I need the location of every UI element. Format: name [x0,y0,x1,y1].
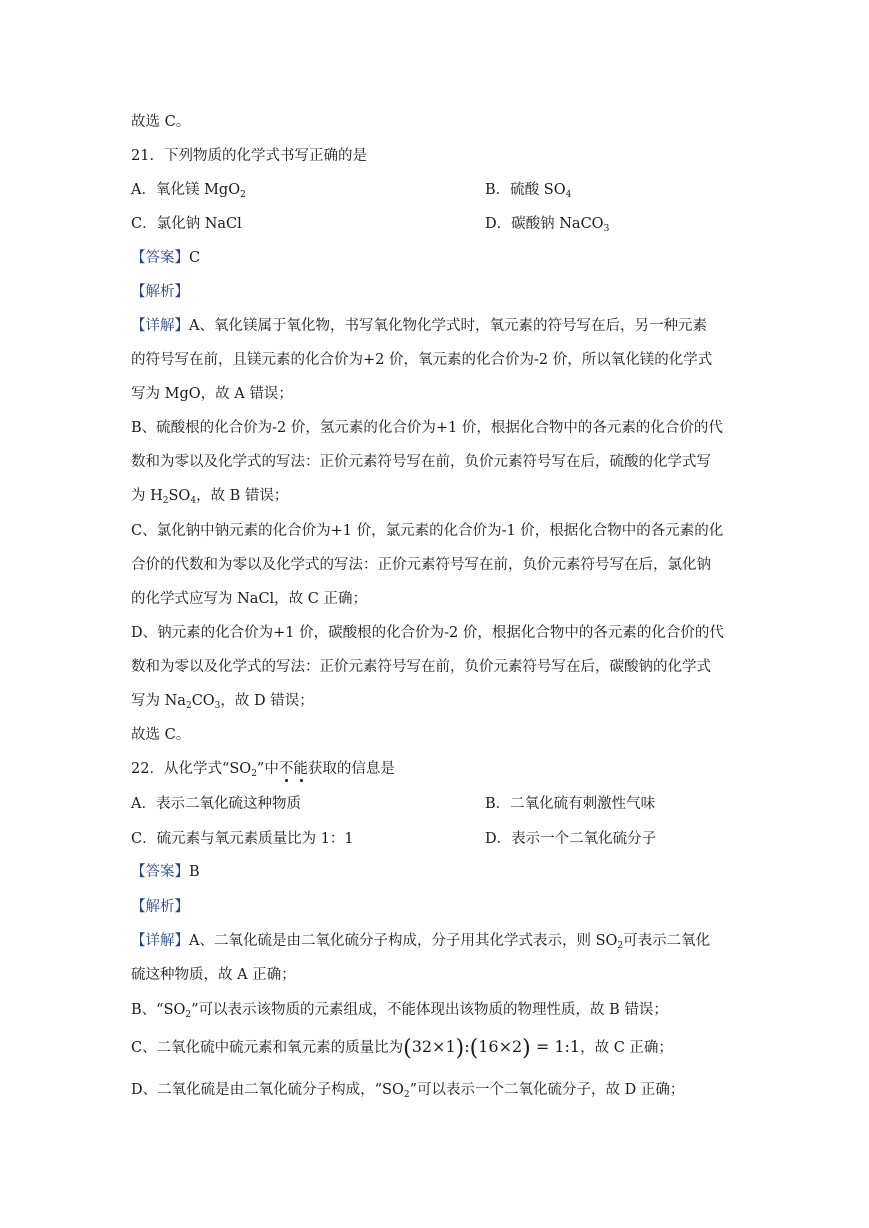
q21-detail-line: C、氯化钠中钠元素的化合价为+1 价，氯元素的化合价为-1 价，根据化合物中的各元素的化 [131,523,724,539]
q21-option-c: C．氯化钠 NaCl [131,216,242,232]
q22-analysis-heading: 【解析】 [131,899,189,915]
q21-detail-line: 写为 $Na_2CO_3$，故 D 错误； [131,693,314,711]
answer-tag: 【答案】 [131,864,189,880]
q21-detail-line: 为 $H_2SO_4$，故 B 错误； [131,488,289,506]
emphasis-dot: 能 [293,761,308,777]
q21-detail-line: 写为 MgO，故 A 错误； [131,386,293,402]
detail-tag: 【详解】 [131,933,189,949]
q21-detail-line: 的符号写在前，且镁元素的化合价为+2 价，氧元素的化合价为-2 价，所以氧化镁的化学式 [131,352,713,368]
q21-stem: 21．下列物质的化学式书写正确的是 [131,148,367,164]
q21-detail-line: 合价的代数和为零以及化学式的写法：正价元素符号写在前，负价元素符号写在后，氯化钠 [131,557,711,573]
mass-ratio-formula: (32×1):(16×2) = 1:1 [403,1036,581,1061]
detail-tag: 【详解】 [131,318,189,334]
q21-option-b: B．硫酸 $SO_4$ [485,182,572,200]
q21-detail-line: 数和为零以及化学式的写法：正价元素符号写在前，负价元素符号写在后，碳酸钠的化学式 [131,659,711,675]
q22-answer: 【答案】B [131,864,200,880]
q21-detail-line: 数和为零以及化学式的写法：正价元素符号写在前，负价元素符号写在后，硫酸的化学式写 [131,454,711,470]
previous-conclusion: 故选 C。 [131,114,191,130]
q21-detail-line: 【详解】A、氧化镁属于氧化物，书写氧化物化学式时，氧元素的符号写在后，另一种元素 [131,318,707,334]
q22-option-d: D．表示一个二氧化硫分子 [485,831,657,847]
q22-option-a: A．表示二氧化硫这种物质 [131,796,301,812]
emphasis-dot: 不 [278,761,294,777]
q22-detail-line: C、二氧化硫中硫元素和氧元素的质量比为(32×1):(16×2) = 1:1，故 C 正确； [131,1036,673,1061]
q21-conclusion: 故选 C。 [131,727,191,743]
q22-detail-line: 硫这种物质，故 A 正确； [131,967,296,983]
q21-option-a: A．氧化镁 MgO$_2$ [131,182,246,200]
q21-option-d: D．碳酸钠 NaCO$_3$ [485,216,610,234]
q21-detail-line: B、硫酸根的化合价为-2 价，氢元素的化合价为+1 价，根据化合物中的各元素的化合价的代 [131,420,723,436]
q22-detail-line: 【详解】A、二氧化硫是由二氧化硫分子构成，分子用其化学式表示，则 $SO_2$可表示二氧化 [131,933,711,951]
q22-stem: 22．从化学式“$SO_2$”中不能获取的信息是 [131,761,395,779]
q22-option-b: B．二氧化硫有刺激性气味 [485,796,656,812]
q21-detail-line: 的化学式应写为 NaCl，故 C 正确； [131,591,367,607]
q21-analysis-heading: 【解析】 [131,284,189,300]
q22-option-c: C．硫元素与氧元素质量比为 1：1 [131,831,354,847]
q21-answer: 【答案】C [131,250,201,266]
q22-detail-line: D、二氧化硫是由二氧化硫分子构成，“$SO_2$”可以表示一个二氧化硫分子，故 D 正确； [131,1082,685,1100]
q21-detail-line: D、钠元素的化合价为+1 价，碳酸根的化合价为-2 价，根据化合物中的各元素的化合价的代 [131,625,724,641]
q22-detail-line: B、“$SO_2$”可以表示该物质的元素组成，不能体现出该物质的物理性质，故 B 错误； [131,1002,668,1020]
answer-tag: 【答案】 [131,250,189,266]
